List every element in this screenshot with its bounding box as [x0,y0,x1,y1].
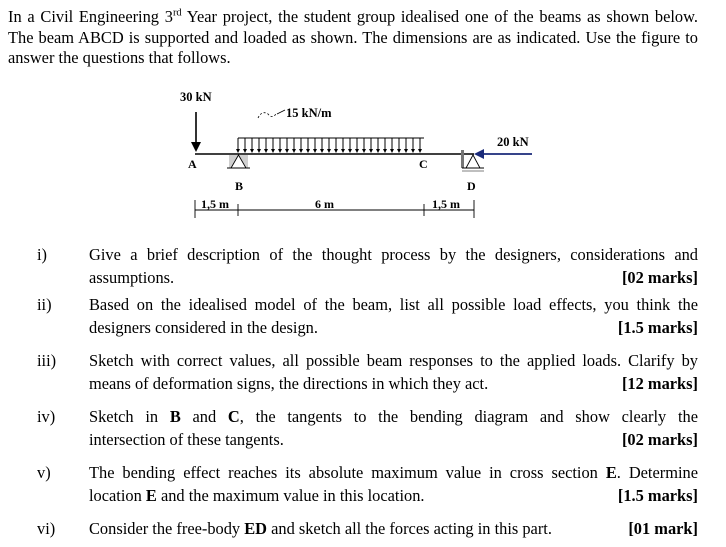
question-number: iv) [37,407,56,426]
label-a: A [188,157,197,171]
question-text-line2 [89,316,698,339]
question-marks: [1.5 marks] [617,486,698,505]
question-marks: [1.5 marks] [617,318,698,337]
question-text-line1: Based on the idealised model of the beam, list all possible load effects, you think the [89,295,698,314]
question-marks: [02 marks] [621,268,698,287]
intro-text-rest: Year project, the student group idealised one of the beams as shown below. The beam ABCD is supported and loaded as shown. The dimensions are as indicated. Use the figure to answer the questions that follows. [8,7,698,67]
question-marks: [12 marks] [621,374,698,393]
udl-label: 15 kN/m [286,106,332,120]
question-number: ii) [37,295,52,314]
beam-figure [0,0,726,235]
question-text-line1 [89,405,698,428]
horizontal-load-label: 20 kN [497,135,529,149]
text-run: location [89,486,146,505]
text-run: Consider the free-body [89,519,245,538]
question-marks: [01 mark] [628,519,698,538]
support-b-pin [227,155,250,168]
question-text-end [89,517,552,540]
question-text-line1 [89,517,698,540]
udl-leader [258,110,285,118]
text-run: The bending effect reaches its absolute maximum value in cross section [89,463,606,482]
text-run: Sketch in [89,407,170,426]
dim-cd: 1,5 m [432,197,460,211]
text-run: and sketch all the forces acting in this part. [267,519,552,538]
bold-term: ED [244,519,267,538]
text-run: and [180,407,228,426]
label-d: D [467,179,476,193]
text-run: . Determine [616,463,698,482]
question-text-end: means of deformation signs, the directions in which they act. [89,374,489,393]
bold-term: B [169,407,181,426]
point-load-label: 30 kN [180,90,212,104]
question-text-line1: Sketch with correct values, all possible beam responses to the applied loads. Clarify by [89,351,698,370]
bold-term: E [605,463,617,482]
question-text-line2 [89,372,698,395]
question-text-end: designers considered in the design. [89,318,318,337]
dim-bc: 6 m [315,197,334,211]
udl-arrowheads [236,149,422,153]
intro-superscript: rd [172,7,182,19]
intro-text-start: In a Civil Engineering 3 [8,7,173,26]
label-c: C [419,157,428,171]
question-text-line2 [89,484,698,507]
question-text-end: intersection of these tangents. [89,430,284,449]
question-number: iii) [37,351,57,370]
text-run: , the tangents to the bending diagram and show clearly the [239,407,698,426]
question-number: v) [37,463,51,482]
bold-term: E [145,486,157,505]
point-load-arrow [191,112,201,152]
question-number: vi) [37,519,56,538]
question-text-line2 [89,428,698,451]
bold-term: C [227,407,240,426]
question-text-line2 [89,266,698,289]
question-text-end [89,484,425,507]
dim-ab: 1,5 m [201,197,229,211]
question-text-line1 [89,461,698,484]
question-text-end: assumptions. [89,268,175,287]
label-b: B [235,179,244,193]
horizontal-load-arrow [474,149,532,159]
question-text-line1: Give a brief description of the thought process by the designers, considerations and [89,245,698,264]
question-marks: [02 marks] [621,430,698,449]
question-number: i) [37,245,48,264]
text-run: and the maximum value in this location. [156,486,425,505]
